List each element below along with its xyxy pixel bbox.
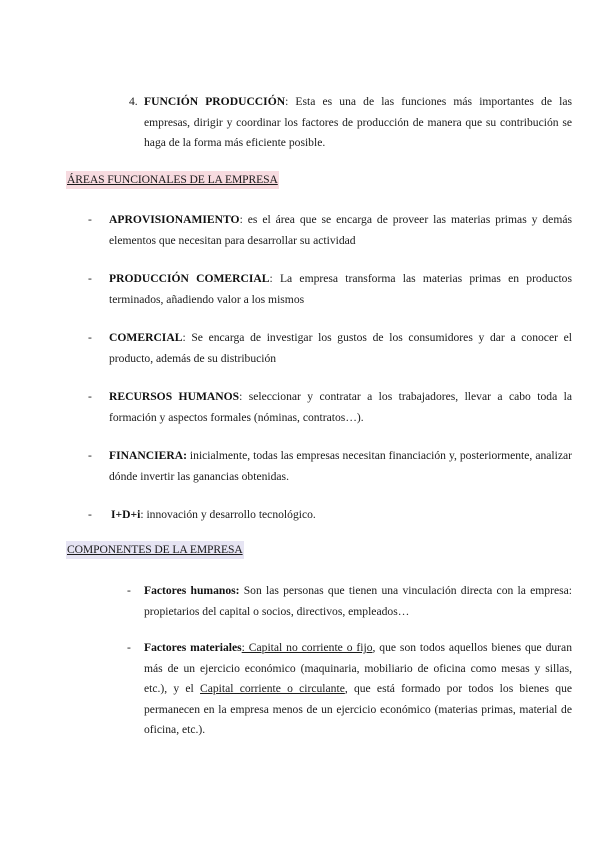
production-text: : Esta es una de las funciones más importantes de las empresas, dirigir y coordinar los factores de producción de manera que su contribución se haga de la forma más eficiente posible. — [144, 95, 572, 149]
bullet-dash: - — [127, 584, 131, 597]
list-item — [127, 581, 572, 622]
list-item — [88, 387, 572, 428]
item-title: RECURSOS HUMANOS — [109, 390, 240, 403]
bullet-dash: - — [88, 508, 92, 521]
areas-heading: ÁREAS FUNCIONALES DE LA EMPRESA — [66, 171, 279, 189]
item-title: PRODUCCIÓN COMERCIAL — [109, 272, 270, 285]
bullet-dash: - — [88, 272, 92, 285]
material-text-1: , que son todos aquellos bienes que duran más de un ejercicio económico (maquinaria, mobiliario de oficina como mesas y sillas, etc.), y el — [144, 641, 572, 695]
current-capital-term: Capital corriente o circulante — [200, 682, 345, 695]
item-title: APROVISIONAMIENTO — [109, 213, 240, 226]
production-title: FUNCIÓN PRODUCCIÓN — [144, 95, 286, 108]
item-text: inicialmente, todas las empresas necesitan financiación y, posteriormente, analizar dónde invertir las ganancias obtenidas. — [109, 449, 572, 483]
fixed-capital-term: : Capital no corriente o fijo — [241, 641, 373, 654]
bullet-dash: - — [127, 641, 131, 654]
list-item — [88, 210, 572, 251]
material-text-2: , que está formado por todos los bienes que permanecen en la empresa menos de un ejercicio económico (materias primas, material de oficina, etc.). — [144, 682, 573, 736]
list-number: 4. — [129, 95, 138, 108]
list-item — [88, 446, 572, 487]
item-title: COMERCIAL — [109, 331, 183, 344]
bullet-dash: - — [88, 213, 92, 226]
list-item — [88, 269, 572, 310]
list-item — [127, 638, 572, 741]
item-title: FINANCIERA: — [109, 449, 187, 462]
item-text: : Se encarga de investigar los gustos de los consumidores y dar a conocer el producto, además de su distribución — [109, 331, 572, 365]
production-paragraph — [144, 92, 572, 154]
bullet-dash: - — [88, 390, 92, 403]
list-item — [88, 505, 572, 526]
item-title: I+D+i — [111, 508, 141, 521]
bullet-dash: - — [88, 331, 92, 344]
bullet-dash: - — [88, 449, 92, 462]
material-title: Factores materiales — [144, 641, 242, 654]
list-item — [88, 328, 572, 369]
item-text: : innovación y desarrollo tecnológico. — [140, 508, 316, 521]
item-text: : La empresa transforma las materias primas en productos terminados, añadiendo valor a los mismos — [109, 272, 572, 306]
human-text: Son las personas que tienen una vinculación directa con la empresa: propietarios del capital o socios, directivos, empleados… — [144, 584, 572, 618]
components-heading: COMPONENTES DE LA EMPRESA — [66, 541, 244, 559]
human-title: Factores humanos: — [144, 584, 240, 597]
item-text: : es el área que se encarga de proveer las materias primas y demás elementos que necesitan para desarrollar su actividad — [109, 213, 572, 247]
item-text: : seleccionar y contratar a los trabajadores, llevar a cabo toda la formación y aspectos formales (nóminas, contratos…). — [109, 390, 572, 424]
